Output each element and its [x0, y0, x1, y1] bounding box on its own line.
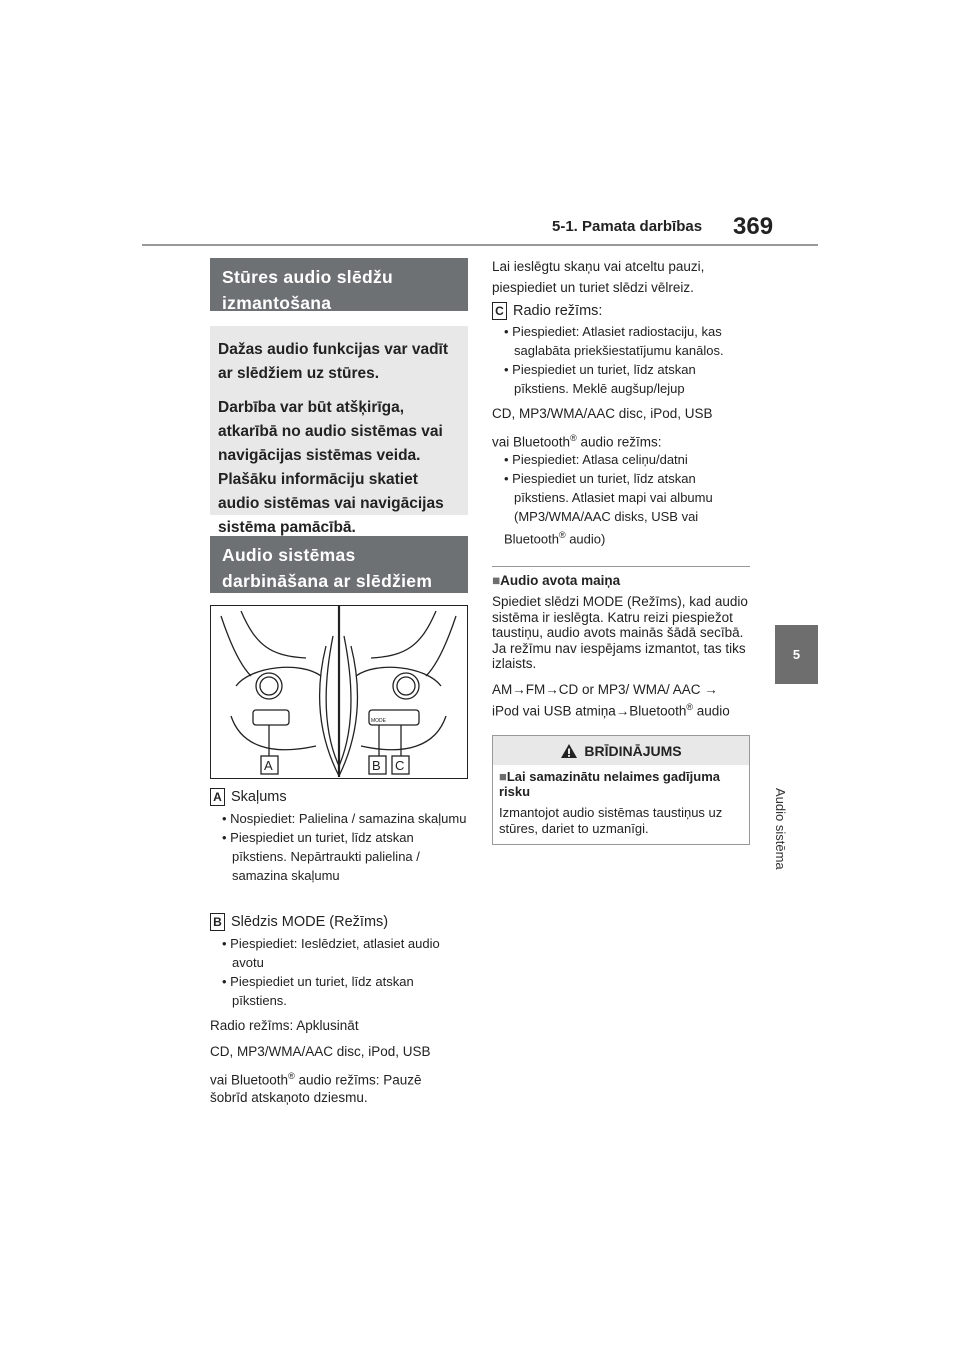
item-a-heading [210, 788, 287, 806]
square-bullet-icon: ■ [492, 573, 501, 588]
section-title: 5-1. Pamata darbības [552, 218, 703, 235]
box-title-operation: Audio sistēmas darbināšana ar slēdžiem [210, 536, 468, 591]
warning-box [492, 735, 750, 845]
item-c-bullet-4-end [494, 526, 752, 548]
label-c-box: C [492, 302, 507, 320]
box-title-steering-switches: Stūres audio slēdžu izmantošana [210, 258, 468, 311]
steering-wheel-drawing [211, 606, 466, 777]
warning-header [493, 736, 749, 765]
source-sequence-line-2 [492, 697, 754, 722]
item-b-radio-text: Radio režīms: Apklusināt [210, 1018, 359, 1033]
figure-label-c: C [395, 758, 405, 773]
source-change-title: Audio avota maiņa [500, 573, 621, 588]
item-b-bt-rest: audio režīms: Pauzē [294, 1072, 422, 1088]
figure-button-mode-text: MODE [371, 718, 386, 724]
item-c-bullets-2 [494, 450, 752, 548]
item-c-bullet-2: • Piespiediet un turiet, līdz atskan pīkstiens. Meklē augšup/lejup [504, 362, 696, 396]
label-b-box: B [210, 913, 225, 931]
item-a-bullet-2: • Piespiediet un turiet, līdz atskan pīkstiens. Nepārtraukti palielina / samazina skaļumu [222, 830, 420, 883]
chapter-label: Audio sistēma [773, 788, 788, 870]
item-c-cd-line-1: CD, MP3/WMA/AAC disc, iPod, USB [492, 406, 713, 421]
source-sequence-line-1: AM→FM→CD or MP3/ WMA/ AAC → [492, 682, 718, 697]
warning-triangle-icon [560, 743, 578, 759]
registered-mark: ® [558, 530, 566, 540]
item-c-bt2-text: Bluetooth [504, 531, 559, 547]
item-b-cd-line-3: šobrīd atskaņoto dziesmu. [210, 1090, 368, 1105]
intro-box [210, 326, 468, 536]
chapter-number: 5 [792, 647, 801, 662]
page-number: 369 [733, 213, 774, 240]
item-b-cd-line-2 [210, 1066, 470, 1091]
item-b-bullet-1: • Piespiediet: Ieslēdziet, atlasiet audio avotu [222, 936, 440, 970]
registered-mark: ® [570, 433, 577, 443]
registered-mark: ® [288, 1071, 295, 1081]
item-b-heading [210, 913, 388, 931]
intro-paragraph-1: Dažas audio funkcijas var vadīt ar slēdžiem uz stūres. [218, 341, 449, 382]
item-b-bullet-2: • Piespiediet un turiet, līdz atskan pīkstiens. [222, 974, 414, 1008]
figure-label-a: A [264, 758, 273, 773]
source-sequence-text: iPod vai USB atmiņa→Bluetooth [492, 703, 687, 719]
item-c-bullet-4: • Piespiediet un turiet, līdz atskan pīkstiens. Atlasiet mapi vai albumu (MP3/WMA/AAC disks, USB vai [504, 471, 713, 524]
item-a-bullets [212, 809, 468, 885]
item-c-bt-text: vai Bluetooth [492, 434, 571, 450]
figure-label-b: B [372, 758, 381, 773]
item-c-bullet-1: • Piespiediet: Atlasiet radiostaciju, kas saglabāta priekšiestatījumu kanālos. [504, 324, 724, 358]
chapter-label-vertical [773, 696, 808, 870]
box-underline [210, 591, 468, 593]
item-c-bt2-rest: audio) [565, 531, 606, 547]
item-c-bt-rest: audio režīms: [576, 434, 662, 450]
square-bullet-icon: ■ [499, 769, 507, 784]
item-a-bullet-1: • Nospiediet: Palielina / samazina skaļumu [222, 811, 467, 826]
item-c-cd-line-2 [492, 428, 750, 453]
source-change-heading [492, 573, 750, 588]
item-b-bt-text: vai Bluetooth [210, 1072, 289, 1088]
registered-mark: ® [686, 702, 693, 712]
warning-subtitle: Lai samazinātu nelaimes gadījuma risku [499, 769, 720, 799]
item-c-bullets [494, 322, 752, 398]
header-rule [142, 244, 818, 246]
item-b-bullets [212, 934, 468, 1010]
section-divider [492, 566, 750, 567]
warning-subheading [493, 765, 749, 799]
item-b-title: Slēdzis MODE (Režīms) [231, 914, 389, 930]
item-c-heading [492, 302, 602, 320]
warning-body: Izmantojot audio sistēmas taustiņus uz stūres, dariet to uzmanīgi. [499, 805, 723, 836]
item-c-title: Radio režīms: [513, 303, 603, 319]
source-sequence-end: audio [693, 703, 730, 719]
warning-title: BRĪDINĀJUMS [584, 742, 682, 759]
item-b-cd-line-1: CD, MP3/WMA/AAC disc, iPod, USB [210, 1044, 431, 1059]
source-change-body: Spiediet slēdzi MODE (Režīms), kad audio sistēma ir ieslēgta. Katru reizi piespiežot taustiņu, audio avots mainās šādā secībā. Ja režīmu nav iespējams izmantot, tas tiks izlaists. [492, 594, 748, 671]
label-a-box: A [210, 788, 225, 806]
steering-wheel-figure [210, 605, 468, 779]
chapter-tab [775, 625, 818, 684]
resume-paragraph: Lai ieslēgtu skaņu vai atceltu pauzi, piespiediet un turiet slēdzi vēlreiz. [492, 259, 705, 295]
item-a-title: Skaļums [231, 789, 287, 805]
intro-paragraph-2: Darbība var būt atšķirīga, atkarībā no audio sistēmas vai navigācijas sistēmas veida. Plašāku informāciju skatiet audio sistēmas vai navigācijas sistēma pamācībā. [218, 399, 444, 536]
item-c-bullet-3: • Piespiediet: Atlasa celiņu/datni [504, 452, 688, 467]
